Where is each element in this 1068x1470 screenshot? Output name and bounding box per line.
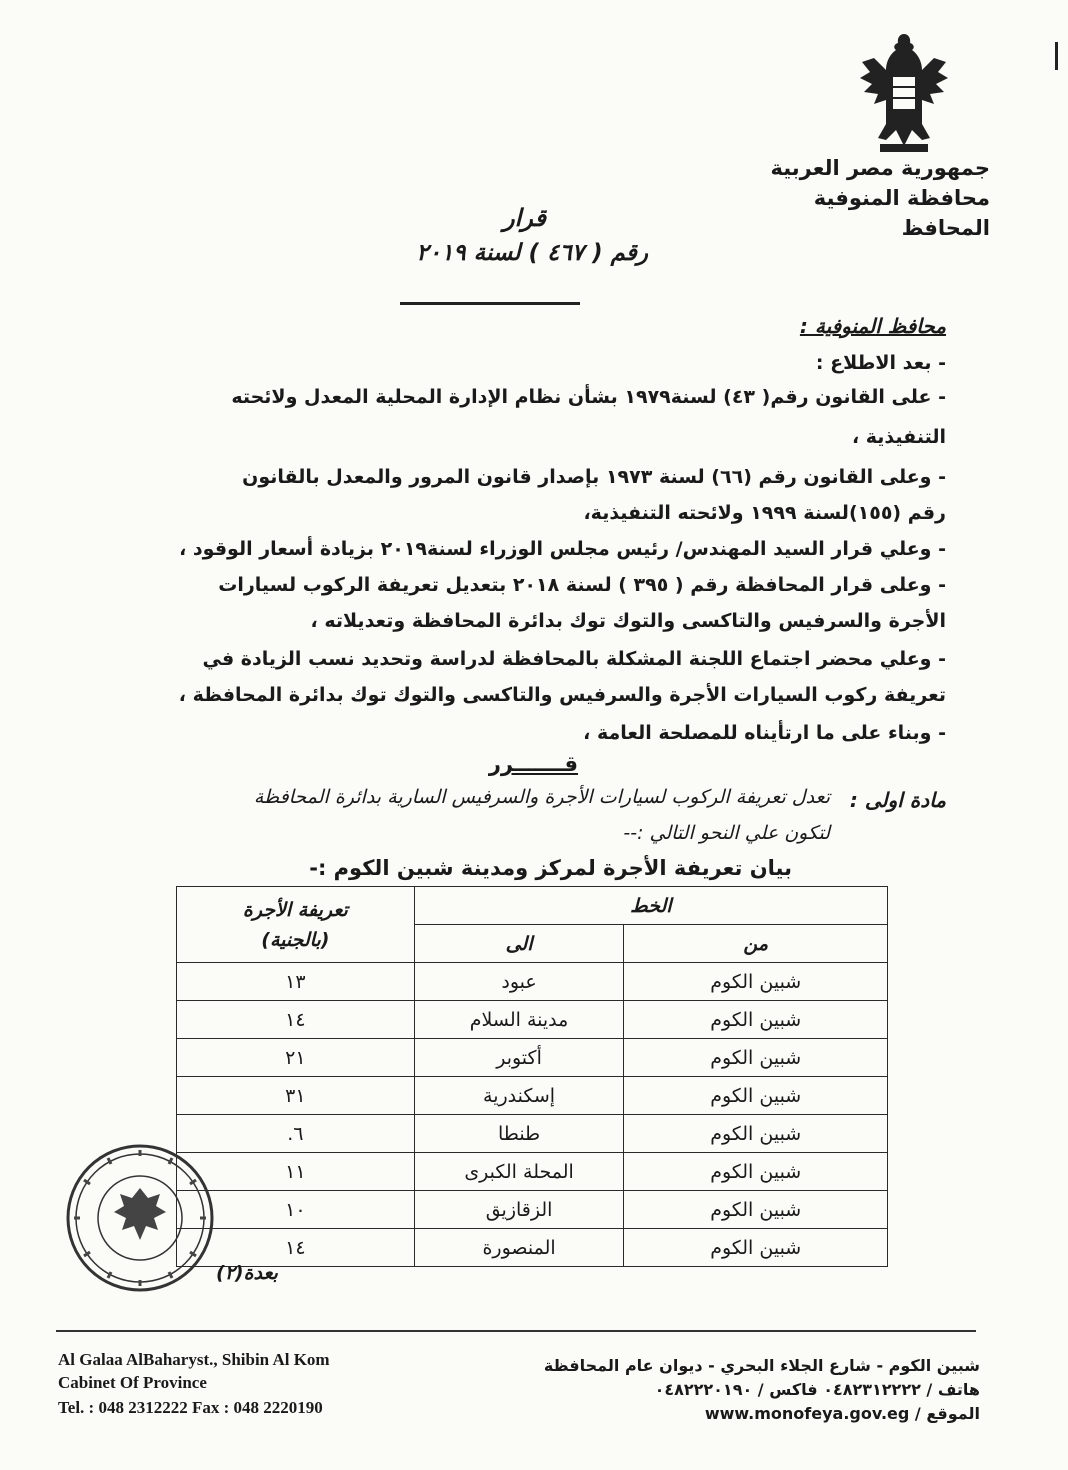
cell-fare: ١٠ (177, 1191, 415, 1229)
preamble-line: رقم (١٥٥)لسنة ١٩٩٩ ولائحته التنفيذية، (583, 502, 946, 524)
header-governor: المحافظ (901, 216, 990, 240)
preamble-line: - وعلى القانون رقم (٦٦) لسنة ١٩٧٣ بإصدار قانون المرور والمعدل بالقانون (242, 466, 946, 488)
header-country: جمهورية مصر العربية (770, 156, 990, 180)
fare-table (176, 886, 888, 1267)
table-row (177, 1115, 888, 1153)
table-row (177, 1153, 888, 1191)
footer-phone-en: Tel. : 048 2312222 Fax : 048 2220190 (58, 1398, 323, 1417)
cell-to: أكتوبر (414, 1039, 624, 1077)
cell-fare: ٣١ (177, 1077, 415, 1115)
table-row (177, 1229, 888, 1267)
cell-to: الزقازيق (414, 1191, 624, 1229)
table-row (177, 1191, 888, 1229)
article-label: مادة اولى : (849, 788, 946, 812)
cell-fare: ١١ (177, 1153, 415, 1191)
continued-marker: بعدة(٢) (216, 1262, 278, 1284)
cell-fare: ٢١ (177, 1039, 415, 1077)
cell-fare: ٦. (177, 1115, 415, 1153)
table-caption: بيان تعريفة الأجرة لمركز ومدينة شبين الكوم :- (309, 856, 792, 880)
table-row (177, 1077, 888, 1115)
footer-address-en: Al Galaa AlBaharyst., Shibin Al Kom (58, 1350, 330, 1369)
article-text-continued: لتكون علي النحو التالي :-- (623, 822, 830, 844)
preamble-line: الأجرة والسرفيس والتاكسى والتوك توك بدائرة المحافظة وتعديلاته ، (310, 610, 946, 632)
eagle-emblem-icon (856, 28, 952, 156)
header-to: الى (414, 925, 624, 963)
decision-title: قرار (503, 204, 546, 232)
table-row (177, 1001, 888, 1039)
cell-fare: ١٤ (177, 1001, 415, 1039)
cell-from: شبين الكوم (624, 1077, 888, 1115)
decision-number: رقم ( ٤٦٧ ) لسنة ٢٠١٩ (416, 240, 648, 266)
preamble-line: - وعلي قرار السيد المهندس/ رئيس مجلس الوزراء لسنة٢٠١٩ بزيادة أسعار الوقود ، (179, 538, 946, 560)
table-row (177, 963, 888, 1001)
preamble-line: تعريفة ركوب السيارات الأجرة والسرفيس والتاكسى والتوك توك بدائرة المحافظة ، (178, 684, 946, 706)
table-row (177, 1039, 888, 1077)
cell-fare: ١٣ (177, 963, 415, 1001)
cell-fare: ١٤ (177, 1229, 415, 1267)
decided-heading: قـــــــرر (488, 752, 578, 776)
cell-from: شبين الكوم (624, 1039, 888, 1077)
cell-from: شبين الكوم (624, 1001, 888, 1039)
margin-mark (1055, 42, 1058, 70)
header-governorate: محافظة المنوفية (813, 186, 990, 210)
cell-to: مدينة السلام (414, 1001, 624, 1039)
cell-from: شبين الكوم (624, 1229, 888, 1267)
footer-website[interactable]: www.monofeya.gov.eg / الموقع (704, 1404, 980, 1423)
footer-address-ar: شبين الكوم - شارع الجلاء البحري - ديوان عام المحافظة (543, 1356, 980, 1375)
footer-cabinet-en: Cabinet Of Province (58, 1373, 207, 1392)
cell-to: إسكندرية (414, 1077, 624, 1115)
cell-to: المنصورة (414, 1229, 624, 1267)
preamble-line: - على القانون رقم( ٤٣) لسنة١٩٧٩ بشأن نظام الإدارة المحلية المعدل ولائحته (231, 386, 946, 408)
cell-from: شبين الكوم (624, 1115, 888, 1153)
header-fare-unit: (بالجنية) (261, 928, 330, 951)
header-fare-label: تعريفة الأجرة (242, 898, 348, 921)
preamble-line: التنفيذية ، (851, 426, 946, 448)
cell-to: طنطا (414, 1115, 624, 1153)
footer-divider (56, 1330, 976, 1332)
header-line: الخط (414, 887, 887, 925)
after-review: - بعد الاطلاع : (815, 352, 946, 374)
official-seal-icon (62, 1140, 218, 1296)
governor-label: محافظ المنوفية : (799, 314, 946, 338)
title-underline (400, 302, 580, 305)
cell-from: شبين الكوم (624, 963, 888, 1001)
header-from: من (624, 925, 888, 963)
header-fare (177, 887, 415, 963)
cell-to: المحلة الكبرى (414, 1153, 624, 1191)
cell-from: شبين الكوم (624, 1153, 888, 1191)
preamble-line: - وعلى قرار المحافظة رقم ( ٣٩٥ ) لسنة ٢٠١٨ بتعديل تعريفة الركوب لسيارات (218, 574, 946, 596)
cell-to: عبود (414, 963, 624, 1001)
preamble-line: - وبناء على ما ارتأيناه للمصلحة العامة ، (583, 722, 946, 744)
footer-phone-ar: هاتف / ٠٤٨٢٣١٢٢٢٢ فاكس / ٠٤٨٢٢٢٠١٩٠ (654, 1380, 980, 1399)
preamble-line: - وعلي محضر اجتماع اللجنة المشكلة بالمحافظة لدراسة وتحديد نسب الزيادة في (202, 648, 946, 670)
article-text: تعدل تعريفة الركوب لسيارات الأجرة والسرفيس السارية بدائرة المحافظة (253, 786, 830, 808)
cell-from: شبين الكوم (624, 1191, 888, 1229)
